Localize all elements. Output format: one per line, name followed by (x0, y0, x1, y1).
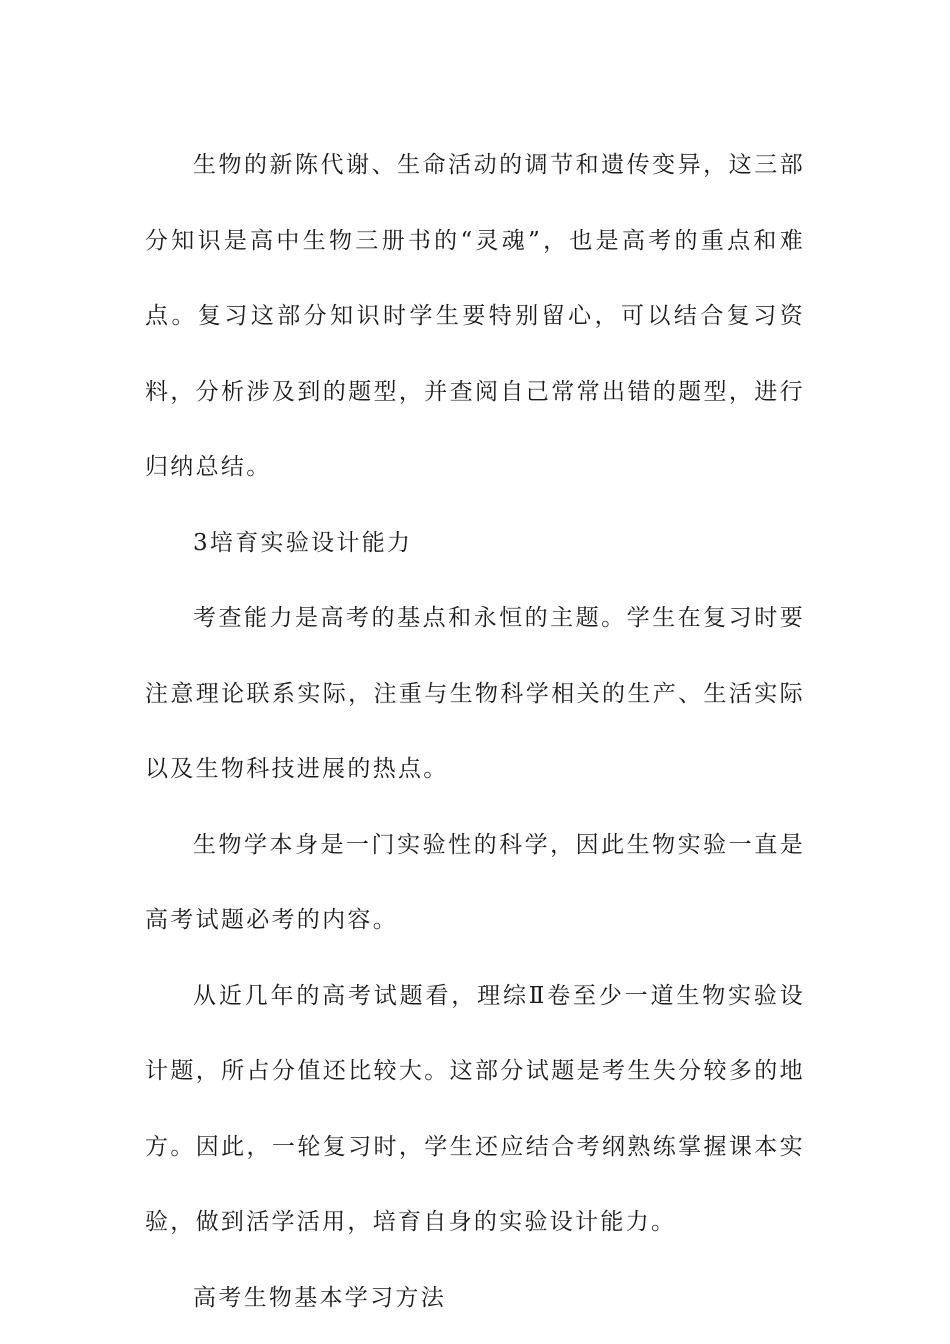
paragraph-ability-assessment: 考查能力是高考的基点和永恒的主题。学生在复习时要注意理论联系实际，注重与生物科学相关的生产、生活实际以及生物科技进展的热点。 (145, 605, 805, 782)
document-body (145, 128, 805, 1336)
section-heading-experiment-design: 3培育实验设计能力 (193, 529, 413, 556)
paragraph-metabolism-review: 生物的新陈代谢、生命活动的调节和遗传变异，这三部分知识是高中生物三册书的“灵魂”，也是高考的重点和难点。复习这部分知识时学生要特别留心，可以结合复习资料，分析涉及到的题型，并查阅自己常常出错的题型，进行归纳总结。 (145, 152, 805, 480)
paragraph-exam-analysis: 从近几年的高考试题看，理综Ⅱ卷至少一道生物实验设计题，所占分值还比较大。这部分试题是考生失分较多的地方。因此，一轮复习时，学生还应结合考纲熟练掌握课本实验，做到活学活用，培育自身的实验设计能力。 (145, 982, 805, 1235)
section-heading-study-methods: 高考生物基本学习方法 (193, 1284, 446, 1311)
paragraph-experimental-science: 生物学本身是一门实验性的科学，因此生物实验一直是高考试题必考的内容。 (145, 831, 805, 933)
